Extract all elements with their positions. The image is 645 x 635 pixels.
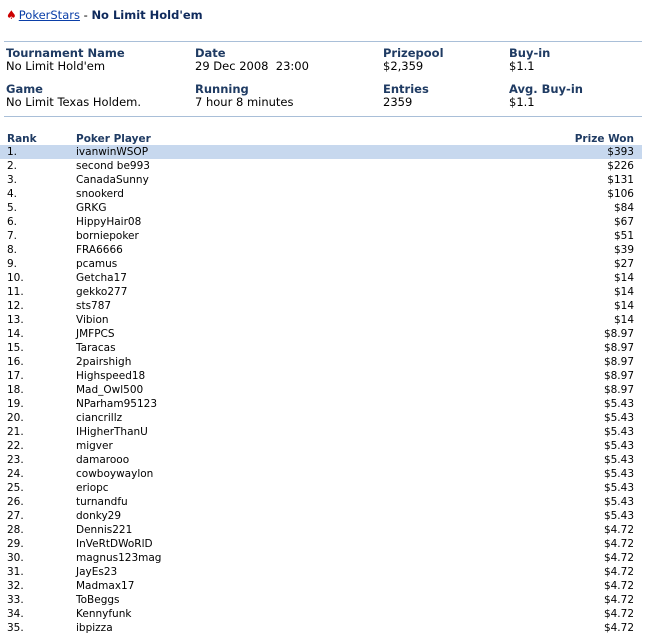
prize-cell: $5.43 xyxy=(603,496,634,508)
date-block xyxy=(195,47,309,73)
player-cell: donky29 xyxy=(76,510,122,522)
prize-cell: $39 xyxy=(613,244,634,256)
player-cell: Highspeed18 xyxy=(76,370,146,382)
prize-cell: $106 xyxy=(607,188,634,200)
table-row[interactable] xyxy=(0,537,642,551)
info-divider xyxy=(4,116,642,117)
prize-cell: $4.72 xyxy=(603,608,634,620)
buyin-label: Buy-in xyxy=(509,46,551,60)
prize-cell: $4.72 xyxy=(603,524,634,536)
prize-cell: $393 xyxy=(607,146,634,158)
table-row[interactable] xyxy=(0,495,642,509)
player-cell: pcamus xyxy=(76,258,118,270)
table-row[interactable] xyxy=(0,593,642,607)
prize-cell: $8.97 xyxy=(603,384,634,396)
player-cell: damarooo xyxy=(76,454,130,466)
game-value: No Limit Texas Holdem. xyxy=(6,95,142,109)
table-row[interactable] xyxy=(0,327,642,341)
results-table-body xyxy=(0,145,642,635)
rank-cell: 19. xyxy=(7,398,24,410)
table-row[interactable] xyxy=(0,467,642,481)
rank-cell: 2. xyxy=(7,160,18,172)
rank-cell: 7. xyxy=(7,230,18,242)
player-cell: second be993 xyxy=(76,160,150,172)
buyin-value: $1.1 xyxy=(509,59,535,73)
rank-cell: 29. xyxy=(7,538,24,550)
rank-cell: 24. xyxy=(7,468,24,480)
prize-cell: $84 xyxy=(613,202,634,214)
rank-cell: 5. xyxy=(7,202,18,214)
prize-cell: $8.97 xyxy=(603,356,634,368)
player-cell: CanadaSunny xyxy=(76,174,149,186)
player-cell: ivanwinWSOP xyxy=(76,146,149,158)
results-table-header xyxy=(0,133,645,145)
prize-cell: $4.72 xyxy=(603,538,634,550)
prize-cell: $5.43 xyxy=(603,398,634,410)
rank-cell: 32. xyxy=(7,580,24,592)
page-title: No Limit Hold'em xyxy=(91,8,203,22)
prize-cell: $14 xyxy=(613,300,634,312)
prize-cell: $8.97 xyxy=(603,342,634,354)
tournament-name-block xyxy=(6,47,125,73)
player-cell: magnus123mag xyxy=(76,552,162,564)
rank-cell: 20. xyxy=(7,412,24,424)
rank-cell: 33. xyxy=(7,594,24,606)
rank-cell: 8. xyxy=(7,244,18,256)
avg-buyin-label: Avg. Buy-in xyxy=(509,82,583,96)
table-row[interactable] xyxy=(0,621,642,635)
rank-column-header: Rank xyxy=(7,133,37,145)
running-block xyxy=(195,83,294,109)
player-cell: IHigherThanU xyxy=(76,426,148,438)
prize-cell: $5.43 xyxy=(603,468,634,480)
spade-icon: ♠ xyxy=(6,8,17,22)
rank-cell: 11. xyxy=(7,286,24,298)
breadcrumb xyxy=(6,8,203,22)
table-row[interactable] xyxy=(0,481,642,495)
table-row[interactable] xyxy=(0,341,642,355)
prize-cell: $5.43 xyxy=(603,482,634,494)
rank-cell: 34. xyxy=(7,608,24,620)
rank-cell: 3. xyxy=(7,174,18,186)
rank-cell: 9. xyxy=(7,258,18,270)
rank-cell: 13. xyxy=(7,314,24,326)
prize-cell: $226 xyxy=(607,160,634,172)
table-row[interactable] xyxy=(0,201,642,215)
player-cell: Dennis221 xyxy=(76,524,133,536)
rank-cell: 28. xyxy=(7,524,24,536)
rank-cell: 4. xyxy=(7,188,18,200)
rank-cell: 27. xyxy=(7,510,24,522)
table-row[interactable] xyxy=(0,523,642,537)
prize-cell: $5.43 xyxy=(603,412,634,424)
player-cell: snookerd xyxy=(76,188,124,200)
player-cell: GRKG xyxy=(76,202,107,214)
table-row[interactable] xyxy=(0,369,642,383)
entries-value: 2359 xyxy=(383,95,413,109)
avg-buyin-block xyxy=(509,83,583,109)
table-row[interactable] xyxy=(0,229,642,243)
rank-cell: 12. xyxy=(7,300,24,312)
avg-buyin-value: $1.1 xyxy=(509,95,535,109)
player-cell: cowboywaylon xyxy=(76,468,154,480)
prize-cell: $5.43 xyxy=(603,426,634,438)
rank-cell: 23. xyxy=(7,454,24,466)
table-row[interactable] xyxy=(0,145,642,159)
table-row[interactable] xyxy=(0,439,642,453)
prize-cell: $4.72 xyxy=(603,580,634,592)
table-row[interactable] xyxy=(0,425,642,439)
tournament-name-value: No Limit Hold'em xyxy=(6,59,106,73)
prize-cell: $67 xyxy=(613,216,634,228)
date-label: Date xyxy=(195,46,226,60)
tournament-name-label: Tournament Name xyxy=(6,46,125,60)
player-cell: sts787 xyxy=(76,300,112,312)
prize-cell: $5.43 xyxy=(603,454,634,466)
player-cell: gekko277 xyxy=(76,286,128,298)
table-row[interactable] xyxy=(0,243,642,257)
rank-cell: 31. xyxy=(7,566,24,578)
entries-label: Entries xyxy=(383,82,429,96)
table-row[interactable] xyxy=(0,299,642,313)
player-cell: Getcha17 xyxy=(76,272,127,284)
table-row[interactable] xyxy=(0,257,642,271)
rank-cell: 14. xyxy=(7,328,24,340)
table-row[interactable] xyxy=(0,453,642,467)
date-value: 29 Dec 2008 23:00 xyxy=(195,59,309,73)
table-row[interactable] xyxy=(0,565,642,579)
prize-cell: $5.43 xyxy=(603,440,634,452)
game-block xyxy=(6,83,141,109)
rank-cell: 26. xyxy=(7,496,24,508)
breadcrumb-separator: - xyxy=(83,8,88,22)
prize-cell: $51 xyxy=(613,230,634,242)
rank-cell: 25. xyxy=(7,482,24,494)
player-cell: ToBeggs xyxy=(76,594,120,606)
prize-cell: $14 xyxy=(613,272,634,284)
table-row[interactable] xyxy=(0,313,642,327)
prize-cell: $5.43 xyxy=(603,510,634,522)
prize-cell: $4.72 xyxy=(603,622,634,634)
player-cell: Vibion xyxy=(76,314,109,326)
table-row[interactable] xyxy=(0,215,642,229)
player-cell: 2pairshigh xyxy=(76,356,132,368)
prize-column-header: Prize Won xyxy=(574,133,634,145)
table-row[interactable] xyxy=(0,285,642,299)
rank-cell: 16. xyxy=(7,356,24,368)
rank-cell: 6. xyxy=(7,216,18,228)
header-divider xyxy=(4,41,642,42)
player-cell: HippyHair08 xyxy=(76,216,142,228)
rank-cell: 30. xyxy=(7,552,24,564)
table-row[interactable] xyxy=(0,551,642,565)
player-column-header: Poker Player xyxy=(76,133,151,145)
table-row[interactable] xyxy=(0,509,642,523)
entries-block xyxy=(383,83,429,109)
table-row[interactable] xyxy=(0,607,642,621)
running-value: 7 hour 8 minutes xyxy=(195,95,294,109)
rank-cell: 10. xyxy=(7,272,24,284)
rank-cell: 21. xyxy=(7,426,24,438)
table-row[interactable] xyxy=(0,355,642,369)
player-cell: Mad_Owl500 xyxy=(76,384,144,396)
player-cell: JMFPCS xyxy=(76,328,115,340)
rank-cell: 17. xyxy=(7,370,24,382)
table-row[interactable] xyxy=(0,579,642,593)
table-row[interactable] xyxy=(0,397,642,411)
player-cell: Kennyfunk xyxy=(76,608,132,620)
player-cell: Taracas xyxy=(76,342,116,354)
rank-cell: 15. xyxy=(7,342,24,354)
player-cell: ibpizza xyxy=(76,622,113,634)
player-cell: turnandfu xyxy=(76,496,128,508)
player-cell: FRA6666 xyxy=(76,244,123,256)
player-cell: borniepoker xyxy=(76,230,139,242)
table-row[interactable] xyxy=(0,383,642,397)
rank-cell: 18. xyxy=(7,384,24,396)
rank-cell: 22. xyxy=(7,440,24,452)
game-label: Game xyxy=(6,82,43,96)
prize-cell: $8.97 xyxy=(603,370,634,382)
pokerstars-link[interactable]: PokerStars xyxy=(18,8,80,22)
rank-cell: 1. xyxy=(7,146,18,158)
prize-cell: $4.72 xyxy=(603,566,634,578)
prize-cell: $131 xyxy=(607,174,634,186)
player-cell: eriopc xyxy=(76,482,109,494)
prizepool-label: Prizepool xyxy=(383,46,444,60)
player-cell: Madmax17 xyxy=(76,580,135,592)
prize-cell: $4.72 xyxy=(603,552,634,564)
table-row[interactable] xyxy=(0,187,642,201)
prizepool-value: $2,359 xyxy=(383,59,424,73)
table-row[interactable] xyxy=(0,411,642,425)
rank-cell: 35. xyxy=(7,622,24,634)
player-cell: NParham95123 xyxy=(76,398,158,410)
buyin-block xyxy=(509,47,550,73)
prize-cell: $27 xyxy=(613,258,634,270)
prize-cell: $14 xyxy=(613,314,634,326)
player-cell: ciancrillz xyxy=(76,412,123,424)
prize-cell: $8.97 xyxy=(603,328,634,340)
table-row[interactable] xyxy=(0,271,642,285)
player-cell: migver xyxy=(76,440,113,452)
running-label: Running xyxy=(195,82,249,96)
player-cell: JayEs23 xyxy=(76,566,118,578)
table-row[interactable] xyxy=(0,159,642,173)
player-cell: InVeRtDWoRlD xyxy=(76,538,153,550)
prizepool-block xyxy=(383,47,444,73)
table-row[interactable] xyxy=(0,173,642,187)
prize-cell: $14 xyxy=(613,286,634,298)
prize-cell: $4.72 xyxy=(603,594,634,606)
